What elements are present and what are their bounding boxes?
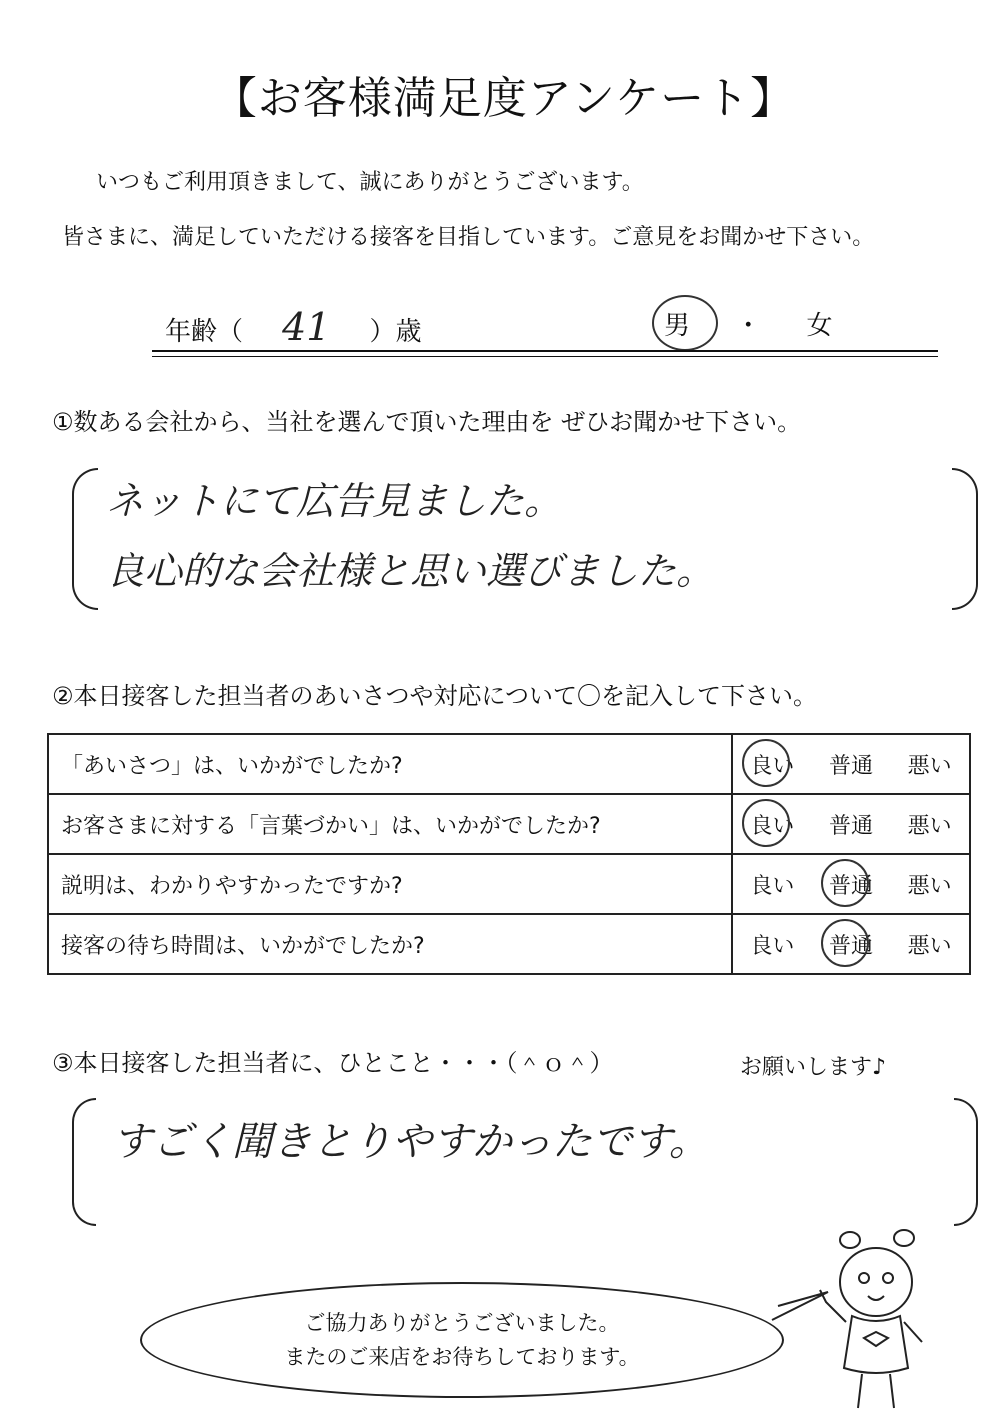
q3-answer[interactable]: すごく聞きとりやすかったです。 [112, 1119, 709, 1165]
closing-line-1: ご協力ありがとうございました。 [304, 1311, 620, 1335]
gender-separator: ・ [735, 311, 762, 341]
rating-question: お客さまに対する「言葉づかい」は、いかがでしたか? [48, 794, 732, 854]
intro-line-1: いつもご利用頂きまして、誠にありがとうございます。 [96, 170, 644, 195]
profile-underline [152, 350, 938, 352]
rating-option[interactable]: 普通 [827, 929, 875, 960]
q1-bracket-left [72, 468, 98, 610]
rating-option[interactable]: 悪い [907, 813, 952, 839]
closing-line-2: またのご来店をお待ちしております。 [284, 1345, 640, 1369]
rating-options [732, 914, 970, 974]
q3-bracket-left [72, 1098, 96, 1226]
rating-question: 「あいさつ」は、いかがでしたか? [48, 734, 732, 794]
rating-row [48, 854, 970, 914]
rating-option[interactable]: 良い [750, 933, 795, 959]
age-field [165, 305, 422, 349]
rating-options [732, 734, 970, 794]
rating-row [48, 734, 970, 794]
q3-bracket-right [954, 1098, 978, 1226]
age-label-prefix: 年齢（ [165, 317, 244, 347]
rating-option[interactable]: 良い [748, 809, 796, 840]
rating-option[interactable]: 悪い [907, 933, 952, 959]
rating-options [732, 794, 970, 854]
rating-option[interactable]: 普通 [828, 813, 873, 839]
rating-option[interactable]: 良い [750, 873, 795, 899]
rating-option[interactable]: 悪い [907, 753, 952, 779]
closing-speech-bubble [140, 1282, 784, 1398]
rating-question: 接客の待ち時間は、いかがでしたか? [48, 914, 732, 974]
rating-option[interactable]: 良い [748, 749, 796, 780]
q3-request: お願いします♪ [740, 1055, 887, 1080]
rating-option[interactable]: 普通 [828, 753, 873, 779]
rating-question: 説明は、わかりやすかったですか? [48, 854, 732, 914]
rating-row [48, 914, 970, 974]
gender-male[interactable]: 男 [664, 305, 690, 342]
rating-option[interactable]: 悪い [907, 873, 952, 899]
profile-underline-2 [152, 356, 938, 357]
q2-prompt: ②本日接客した担当者のあいさつや対応について〇を記入して下さい。 [52, 682, 818, 710]
q1-answer-line-1[interactable]: ネットにて広告見ました。 [106, 479, 563, 523]
q1-bracket-right [952, 468, 978, 610]
intro-line-2: 皆さまに、満足していただける接客を目指しています。ご意見をお聞かせ下さい。 [62, 225, 875, 250]
rating-row [48, 794, 970, 854]
age-value[interactable]: 41 [282, 305, 331, 349]
gender-female[interactable]: 女 [806, 311, 833, 341]
gender-circle-mark [652, 295, 718, 351]
q1-answer-line-2[interactable]: 良心的な会社様と思い選びました。 [106, 549, 715, 593]
q1-prompt: ①数ある会社から、当社を選んで頂いた理由を ぜひお聞かせ下さい。 [52, 408, 802, 436]
rating-table [47, 733, 971, 975]
mascot-illustration [812, 1218, 942, 1418]
rating-options [732, 854, 970, 914]
age-label-suffix: ）歳 [369, 317, 422, 347]
rating-option[interactable]: 普通 [827, 869, 875, 900]
gender-field [664, 305, 894, 342]
q3-prompt: ③本日接客した担当者に、ひとこと・・・（＾ｏ＾） [52, 1049, 614, 1077]
survey-title: 【お客様満足度アンケート】 [212, 73, 796, 124]
